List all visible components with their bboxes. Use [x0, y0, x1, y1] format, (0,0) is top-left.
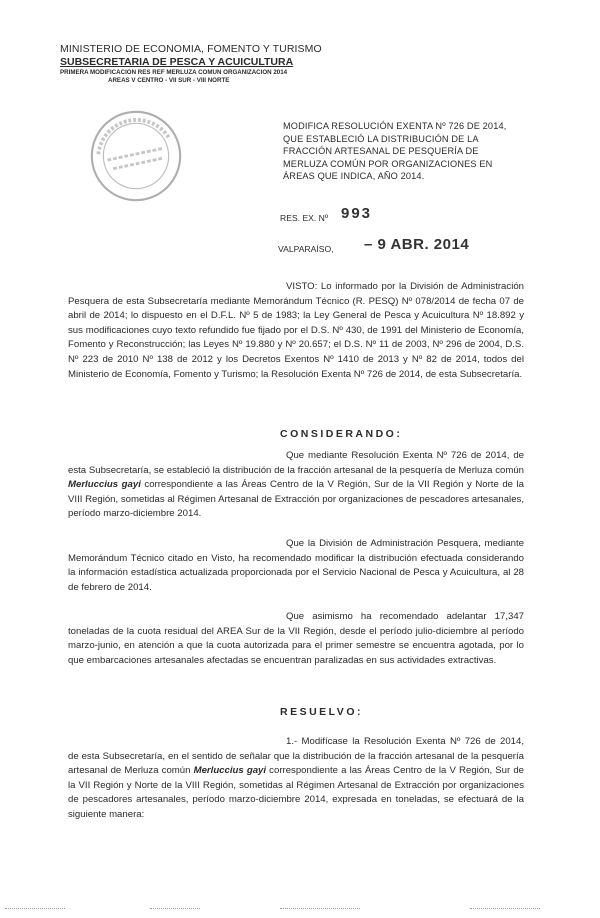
footer-rule: [5, 908, 65, 909]
resolution-number: 993: [341, 205, 373, 222]
official-seal-stamp: [79, 99, 193, 213]
letterhead: [60, 44, 360, 84]
resolution-summary: MODIFICA RESOLUCIÓN EXENTA Nº 726 DE 2014, QUE ESTABLECIÓ LA DISTRIBUCIÓN DE LA FRACCIÓN ARTESANAL DE PESQUERÍA DE MERLUZA COMÚN POR ORGANIZACIONES EN ÁREAS QUE INDICA, AÑO 2014.: [283, 121, 507, 182]
place-label: VALPARAÍSO,: [278, 244, 334, 254]
areas-line: AREAS V CENTRO - VII SUR - VIII NORTE: [108, 77, 230, 85]
ministry-name: MINISTERIO DE ECONOMIA, FOMENTO Y TURISMO: [60, 43, 322, 55]
resolution-date: – 9 ABR. 2014: [364, 236, 470, 253]
resuelvo-1: 1.- Modifícase la Resolución Exenta Nº 726 de 2014, de esta Subsecretaría, en el sentido de señalar que la distribución de la fracción artesanal de la pesquería artesanal de Merluza común Merluccius gayi correspondiente a las Áreas Centro de la V Región, Sur de la VII Región y Norte de la VIII Región, sometidas al Régimen Artesanal de Extracción por organizaciones de pescadores artesanales, período marzo-diciembre 2014, expresada en toneladas, se efectuará de la siguiente manera:: [68, 736, 524, 820]
considerando-1: Que mediante Resolución Exenta Nº 726 de 2014, de esta Subsecretaría, se estableció la distribución de la fracción artesanal de la pesquería de Merluza común Merluccius gayi correspondiente a las Áreas Centro de la V Región, Sur de la VII Región y Norte de la VIII Región, sometidas al Régimen Artesanal de Extracción por organizaciones de pescadores artesanales, período marzo-diciembre 2014.: [68, 450, 524, 520]
footer-rule: [280, 908, 360, 909]
considerando-3: Que asimismo ha recomendado adelantar 17,347 toneladas de la cuota residual del AREA Sur de la VII Región, desde el período julio-diciembre al período marzo-junio, en atención a que la cuota autorizada para el primer semestre se encuentra agotada, por lo que embarcaciones artesanales afectadas se encuentran paralizadas en sus actividades extractivas.: [68, 611, 524, 666]
reference-line: PRIMERA MODIFICACION RES REF MERLUZA COMUN ORGANIZACION 2014: [60, 69, 288, 76]
visto-text: VISTO: Lo informado por la División de Administración Pesquera de esta Subsecretaría mediante Memorándum Técnico (R. PESQ) Nº 078/2014 de fecha 07 de abril de 2014; lo dispuesto en el D.F.L. Nº 5 de 1983; la Ley General de Pesca y Acuicultura Nº 18.892 y sus modificaciones cuyo texto refundido fue fijado por el D.S. Nº 430, de 1991 del Ministerio de Economía, Fomento y Reconstrucción; las Leyes Nº 19.880 y Nº 20.657; el D.S. Nº 11 de 2003, Nº 296 de 2004, D.S. Nº 223 de 2010 Nº 138 de 2012 y los Decretos Exentos Nº 1410 de 2013 y Nº 82 de 2014, todos del Ministerio de Economía, Fomento y Turismo; la Resolución Exenta Nº 726 de 2014, de esta Subsecretaría.: [68, 281, 524, 380]
res-ex-label: RES. EX. Nº: [280, 213, 329, 223]
resuelvo-heading: RESUELVO:: [280, 706, 363, 718]
considerando-2: Que la División de Administración Pesquera, mediante Memorándum Técnico citado en Visto, ha recomendado modificar la distribución efectuada considerando la información estadística actualizada proporcionada por el Servicio Nacional de Pesca y Acuicultura, al 28 de febrero de 2014.: [68, 538, 524, 593]
subsecretaria-name: SUBSECRETARIA DE PESCA Y ACUICULTURA: [60, 55, 294, 68]
visto-paragraph: [68, 280, 524, 382]
footer-rule: [470, 908, 540, 909]
species-name: Merluccius gayi: [68, 479, 141, 491]
considerando-heading: CONSIDERANDO:: [280, 428, 403, 440]
footer-rule: [150, 908, 200, 909]
species-name: Merluccius gayi: [193, 765, 267, 777]
